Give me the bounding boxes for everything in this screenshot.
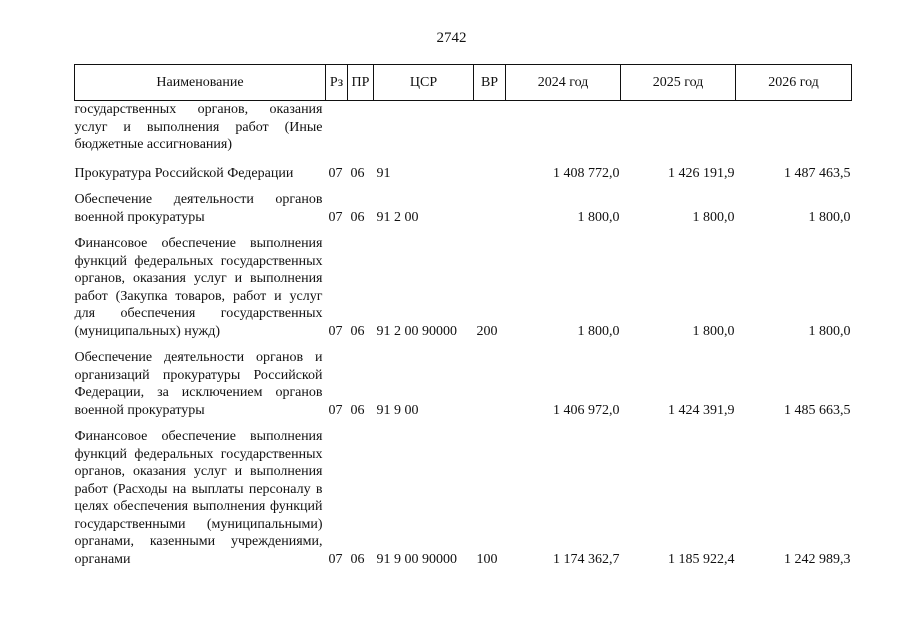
table-header bbox=[75, 65, 852, 101]
header-name: Наименование bbox=[75, 65, 326, 101]
header-rz: Рз bbox=[326, 65, 348, 101]
row-2024: 1 408 772,0 bbox=[553, 165, 620, 181]
row-pr: 06 bbox=[350, 165, 365, 181]
row-name: Обеспечение деятельности органов военной прокуратуры bbox=[74, 192, 323, 225]
row-vr: 100 bbox=[476, 551, 498, 567]
row-csr: 91 2 00 bbox=[376, 209, 419, 225]
row-csr bbox=[374, 101, 474, 165]
table-row bbox=[75, 165, 852, 192]
row-2026: 1 487 463,5 bbox=[784, 165, 851, 181]
row-name: Обеспечение деятельности органов и организаций прокуратуры Российской Федерации, за исключением органов военной прокуратуры bbox=[74, 350, 323, 418]
header-pr: ПР bbox=[348, 65, 374, 101]
row-name: государственных органов, оказания услуг и выполнения работ (Иные бюджетные ассигнования) bbox=[74, 102, 323, 152]
row-rz bbox=[326, 101, 348, 165]
row-pr: 06 bbox=[350, 209, 365, 225]
header-2025: 2025 год bbox=[621, 65, 736, 101]
row-2024: 1 406 972,0 bbox=[553, 402, 620, 418]
row-rz: 07 bbox=[328, 551, 343, 567]
table-row bbox=[75, 191, 852, 235]
row-vr bbox=[474, 165, 506, 192]
header-2024: 2024 год bbox=[506, 65, 621, 101]
row-pr: 06 bbox=[350, 402, 365, 418]
row-csr: 91 9 00 bbox=[376, 402, 419, 418]
row-2026: 1 485 663,5 bbox=[784, 402, 851, 418]
header-vr: ВР bbox=[474, 65, 506, 101]
row-2025: 1 800,0 bbox=[692, 323, 735, 339]
row-2026: 1 242 989,3 bbox=[784, 551, 851, 567]
row-rz: 07 bbox=[328, 402, 343, 418]
row-name: Финансовое обеспечение выполнения функций федеральных государственных органов, оказания услуг и выполнения работ (Закупка товаров, работ и услуг для обеспечения государственных (муниципальных) нужд) bbox=[74, 236, 323, 339]
row-vr bbox=[474, 101, 506, 165]
row-vr bbox=[474, 191, 506, 235]
row-csr: 91 2 00 90000 bbox=[376, 323, 457, 339]
row-pr: 06 bbox=[350, 551, 365, 567]
table-row bbox=[75, 428, 852, 568]
table-row bbox=[75, 101, 852, 165]
row-2024: 1 174 362,7 bbox=[553, 551, 620, 567]
row-csr: 91 9 00 90000 bbox=[376, 551, 457, 567]
table-body bbox=[75, 101, 852, 569]
row-csr: 91 bbox=[376, 165, 391, 181]
page-number: 2742 bbox=[436, 30, 467, 46]
row-2026: 1 800,0 bbox=[808, 323, 851, 339]
row-2026 bbox=[736, 101, 852, 165]
row-2024: 1 800,0 bbox=[577, 323, 620, 339]
table-row bbox=[75, 235, 852, 349]
row-2025: 1 185 922,4 bbox=[668, 551, 735, 567]
row-2024: 1 800,0 bbox=[577, 209, 620, 225]
row-pr bbox=[348, 101, 374, 165]
row-rz: 07 bbox=[328, 209, 343, 225]
budget-table bbox=[74, 64, 852, 568]
header-2026: 2026 год bbox=[736, 65, 852, 101]
row-rz: 07 bbox=[328, 165, 343, 181]
row-vr: 200 bbox=[476, 323, 498, 339]
row-2024 bbox=[506, 101, 621, 165]
row-2026: 1 800,0 bbox=[808, 209, 851, 225]
row-vr bbox=[474, 349, 506, 428]
row-2025 bbox=[621, 101, 736, 165]
row-2025: 1 424 391,9 bbox=[668, 402, 735, 418]
row-name: Финансовое обеспечение выполнения функций федеральных государственных органов, оказания услуг и выполнения работ (Расходы на выплаты персоналу в целях обеспечения выполнения функций государственными (муниципальными) органами, казенными учреждениями, органами bbox=[74, 429, 323, 567]
row-name: Прокуратура Российской Федерации bbox=[74, 165, 294, 181]
row-rz: 07 bbox=[328, 323, 343, 339]
table-row bbox=[75, 349, 852, 428]
row-pr: 06 bbox=[350, 323, 365, 339]
header-csr: ЦСР bbox=[374, 65, 474, 101]
row-2025: 1 426 191,9 bbox=[668, 165, 735, 181]
row-2025: 1 800,0 bbox=[692, 209, 735, 225]
